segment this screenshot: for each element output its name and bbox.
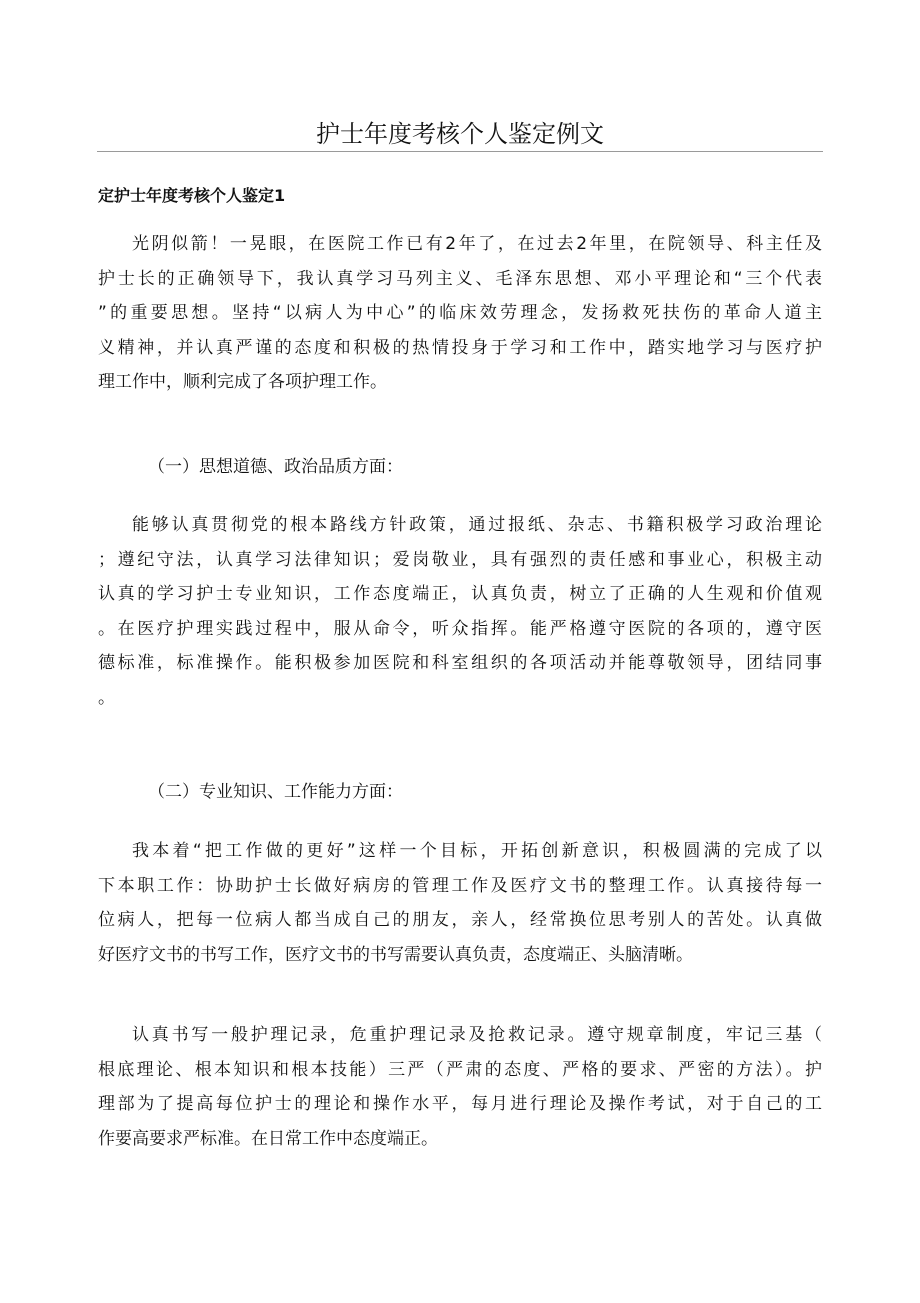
paragraph-ideology — [98, 508, 822, 715]
paragraph-line: 根底理论、根本知识和根本技能）三严（严肃的态度、严格的要求、严密的方法）。护 — [98, 1059, 822, 1080]
section-heading-professional: （二）专业知识、工作能力方面： — [148, 782, 403, 802]
document-title: 护士年度考核个人鉴定例文 — [316, 120, 604, 148]
paragraph-line: 认真的学习护士专业知识，工作态度端正，认真负责，树立了正确的人生观和价值观 — [98, 584, 822, 604]
paragraph-line: 义精神，并认真严谨的态度和积极的热情投身于学习和工作中，踏实地学习与医疗护 — [98, 337, 822, 358]
paragraph-line: 作要高要求严标准。在日常工作中态度端正。 — [98, 1128, 438, 1149]
paragraph-line: 好医疗文书的书写工作，医疗文书的书写需要认真负责，态度端正、头脑清晰。 — [98, 944, 693, 965]
paragraph-professional — [98, 834, 822, 972]
paragraph-line: 下本职工作：协助护士长做好病房的管理工作及医疗文书的整理工作。认真接待每一 — [98, 875, 822, 896]
paragraph-line: 位病人，把每一位病人都当成自己的朋友，亲人，经常换位思考别人的苦处。认真做 — [98, 910, 822, 930]
paragraph-intro — [98, 227, 822, 400]
paragraph-line: 理部为了提高每位护士的理论和操作水平，每月进行理论及操作考试，对于自己的工 — [98, 1094, 822, 1114]
paragraph-line: 。 — [98, 687, 115, 708]
paragraph-line: 护士长的正确领导下，我认真学习马列主义、毛泽东思想、邓小平理论和“三个代表 — [98, 268, 822, 289]
paragraph-line: 我本着“把工作做的更好”这样一个目标，开拓创新意识，积极圆满的完成了以 — [132, 841, 822, 861]
paragraph-line: ”的重要思想。坚持“以病人为中心”的临床效劳理念，发扬救死扶伤的革命人道主 — [98, 303, 822, 323]
paragraph-line: 光阴似箭！一晃眼，在医院工作已有2年了，在过去2年里，在院领导、科主任及 — [132, 234, 822, 254]
paragraph-line: 能够认真贯彻党的根本路线方针政策，通过报纸、杂志、书籍积极学习政治理论 — [132, 515, 822, 535]
paragraph-line: 认真书写一般护理记录，危重护理记录及抢救记录。遵守规章制度，牢记三基（ — [132, 1025, 822, 1045]
paragraph-line: 德标准，标准操作。能积极参加医院和科室组织的各项活动并能尊敬领导，团结同事 — [98, 653, 822, 673]
paragraph-line: ；遵纪守法，认真学习法律知识；爱岗敬业，具有强烈的责任感和事业心，积极主动 — [98, 549, 822, 570]
section-heading-ideology: （一）思想道德、政治品质方面： — [148, 457, 403, 477]
title-divider — [97, 151, 823, 152]
document-subtitle: 定护士年度考核个人鉴定1 — [98, 186, 286, 205]
paragraph-records — [98, 1018, 822, 1156]
paragraph-line: 。在医疗护理实践过程中，服从命令，听众指挥。能严格遵守医院的各项的，遵守医 — [98, 618, 822, 639]
paragraph-line: 理工作中，顺利完成了各项护理工作。 — [98, 372, 387, 392]
